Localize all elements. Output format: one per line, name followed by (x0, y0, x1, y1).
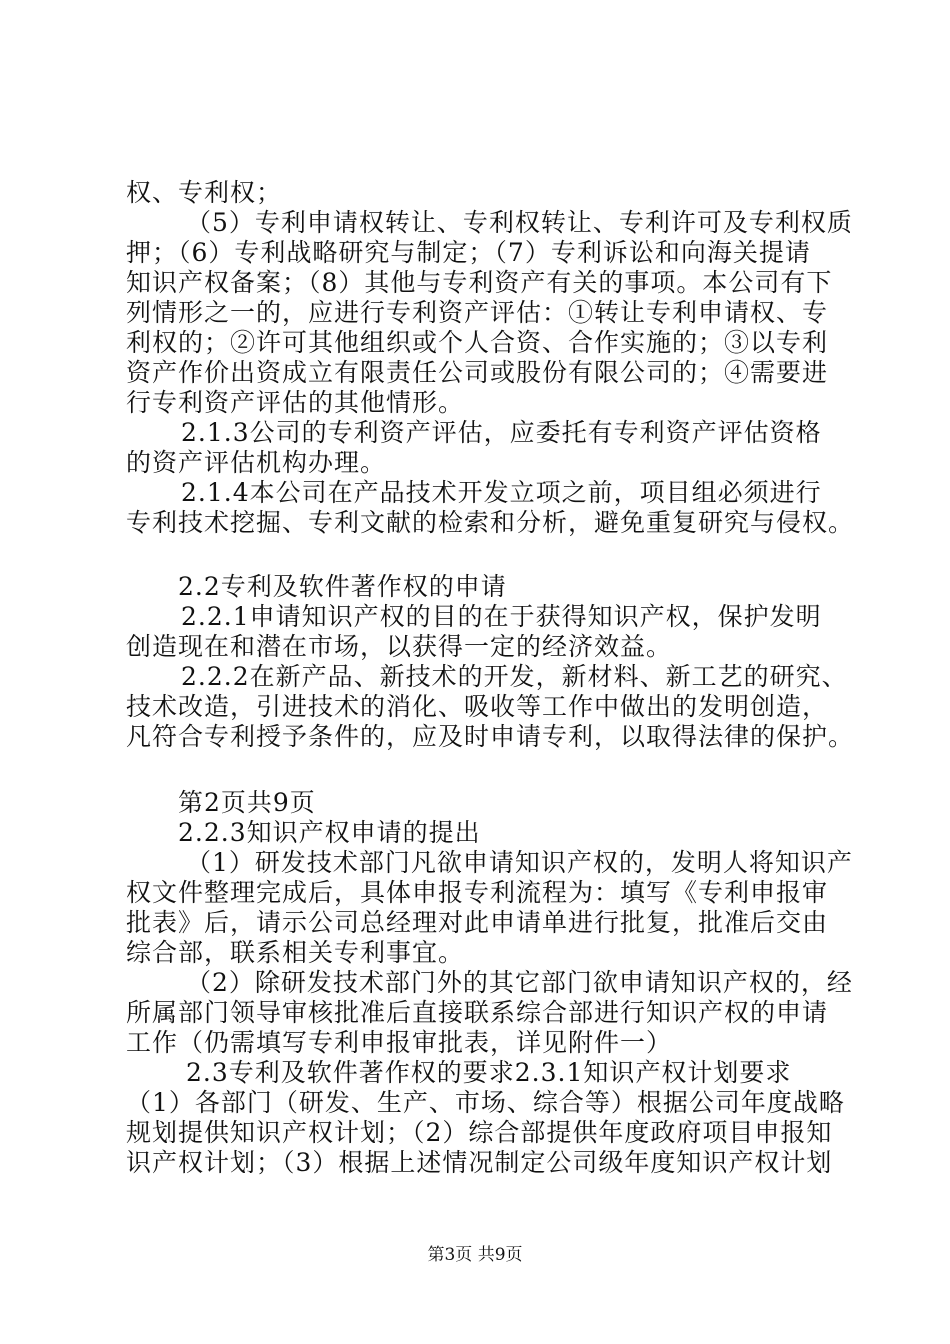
body-line: 利权的；②许可其他组织或个人合资、合作实施的；③以专利 (126, 328, 829, 357)
body-line: 识产权计划；（3）根据上述情况制定公司级年度知识产权计划 (126, 1148, 833, 1177)
body-line: 资产作价出资成立有限责任公司或股份有限公司的；④需要进 (126, 358, 829, 387)
body-line: 凡符合专利授予条件的，应及时申请专利，以取得法律的保护。 (126, 722, 855, 751)
body-line: 2.1.4本公司在产品技术开发立项之前，项目组必须进行 (181, 478, 822, 507)
body-line: （1）各部门（研发、生产、市场、综合等）根据公司年度战略 (126, 1088, 845, 1117)
body-line: 所属部门领导审核批准后直接联系综合部进行知识产权的申请 (126, 998, 829, 1027)
body-line: 创造现在和潜在市场，以获得一定的经济效益。 (126, 632, 673, 661)
body-line: 权、专利权； (126, 178, 283, 207)
inline-page-marker: 第2页共9页 (178, 788, 316, 817)
body-line: （1）研发技术部门凡欲申请知识产权的，发明人将知识产 (186, 848, 853, 877)
body-line: 综合部，联系相关专利事宜。 (126, 938, 465, 967)
body-line: 批表》后，请示公司总经理对此申请单进行批复，批准后交由 (126, 908, 829, 937)
body-line: 专利技术挖掘、专利文献的检索和分析，避免重复研究与侵权。 (126, 508, 855, 537)
body-line: 押；（6）专利战略研究与制定；（7）专利诉讼和向海关提请 (126, 238, 811, 267)
body-line: 列情形之一的，应进行专利资产评估：①转让专利申请权、专 (126, 298, 829, 327)
body-line: 规划提供知识产权计划；（2）综合部提供年度政府项目申报知 (126, 1118, 833, 1147)
body-line: 2.2.1申请知识产权的目的在于获得知识产权，保护发明 (181, 602, 822, 631)
body-line: （2）除研发技术部门外的其它部门欲申请知识产权的，经 (186, 968, 853, 997)
body-line: 的资产评估机构办理。 (126, 448, 387, 477)
body-line: 行专利资产评估的其他情形。 (126, 388, 465, 417)
body-line: （5）专利申请权转让、专利权转让、专利许可及专利权质 (186, 208, 853, 237)
section-heading: 2.2专利及软件著作权的申请 (178, 572, 507, 601)
body-line: 技术改造，引进技术的消化、吸收等工作中做出的发明创造， (126, 692, 829, 721)
body-line: 2.1.3公司的专利资产评估，应委托有专利资产评估资格 (181, 418, 822, 447)
section-heading: 2.2.3知识产权申请的提出 (178, 818, 481, 847)
body-line: 2.2.2在新产品、新技术的开发，新材料、新工艺的研究、 (181, 662, 848, 691)
body-line: 工作（仍需填写专利申报审批表，详见附件一） (126, 1028, 673, 1057)
body-line: 权文件整理完成后，具体申报专利流程为：填写《专利申报审 (126, 878, 829, 907)
page-footer: 第3页 共9页 (427, 1245, 523, 1265)
section-heading: 2.3专利及软件著作权的要求2.3.1知识产权计划要求 (186, 1058, 792, 1087)
body-line: 知识产权备案；（8）其他与专利资产有关的事项。本公司有下 (126, 268, 833, 297)
